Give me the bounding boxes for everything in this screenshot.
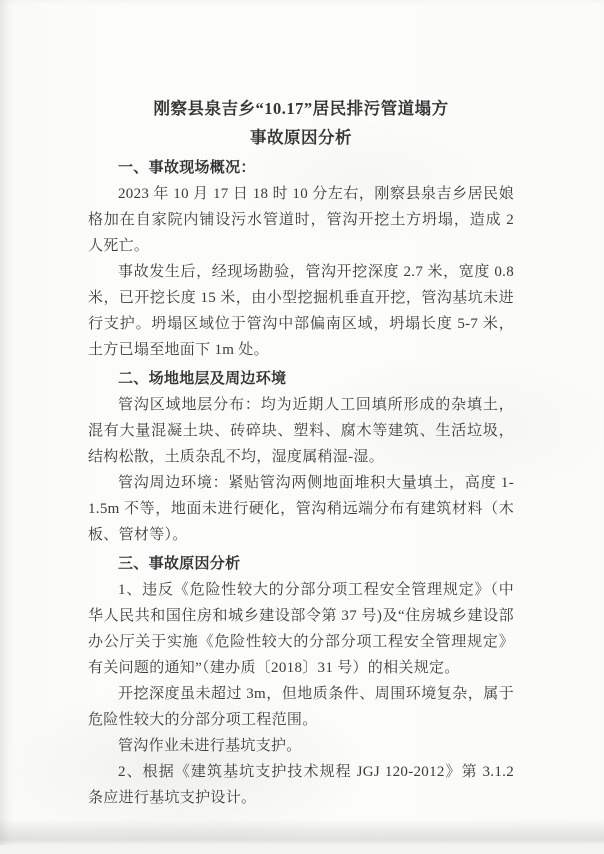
section-2-heading: 二、场地地层及周边环境 — [118, 371, 287, 387]
section-3-paragraph-2: 开挖深度虽未超过 3m，但地质条件、周围环境复杂，属于危险性较大的分部分项工程范围。 — [88, 686, 514, 728]
section-3-heading: 三、事故原因分析 — [118, 556, 241, 572]
page-bottom-edge — [0, 845, 604, 854]
section-1-heading: 一、事故现场概况： — [118, 160, 256, 176]
section-3-paragraph-4: 2、根据《建筑基坑支护技术规程 JGJ 120-2012》第 3.1.2 条应进行基坑支护设计。 — [88, 764, 514, 806]
section-1-paragraph-2: 事故发生后，经现场勘验，管沟开挖深度 2.7 米，宽度 0.8 米，已开挖长度 15 米，由小型挖掘机垂直开挖，管沟基坑未进行支护。坍塌区域位于管沟中部偏南区域，坍塌长度 5-7 米，土方已塌至地面下 1m 处。 — [88, 264, 514, 358]
section-1-paragraph-1: 2023 年 10 月 17 日 18 时 10 分左右，刚察县泉吉乡居民娘格加在自家院内铺设污水管道时，管沟开挖土方坍塌，造成 2 人死亡。 — [88, 186, 514, 254]
document-content — [88, 94, 514, 811]
section-3-paragraph-3: 管沟作业未进行基坑支护。 — [118, 738, 302, 754]
section-site-geology — [88, 366, 514, 548]
section-3-paragraph-1: 1、违反《危险性较大的分部分项工程安全管理规定》（中华人民共和国住房和城乡建设部令第 37 号)及“住房城乡建设部办公厅关于实施《危险性较大的分部分项工程安全管理规定》有关问题的通知”（建办质〔2018〕31 号）的相关规定。 — [88, 582, 514, 676]
document-title-line1: 刚察县泉吉乡“10.17”居民排污管道塌方 — [153, 99, 449, 118]
document-title-line2: 事故原因分析 — [250, 128, 352, 147]
section-2-paragraph-1: 管沟区域地层分布：均为近期人工回填所形成的杂填土，混有大量混凝土块、砖碎块、塑料、腐木等建筑、生活垃圾，结构松散，土质杂乱不均，湿度属稍湿-湿。 — [88, 397, 514, 465]
section-2-paragraph-2: 管沟周边环境：紧贴管沟两侧地面堆积大量填土，高度 1-1.5m 不等，地面未进行硬化，管沟稍远端分布有建筑材料（木板、管材等）。 — [88, 475, 514, 543]
section-accident-scene — [88, 155, 514, 363]
page-bottom-scan-shadow — [0, 819, 604, 845]
section-cause-analysis — [88, 551, 514, 811]
